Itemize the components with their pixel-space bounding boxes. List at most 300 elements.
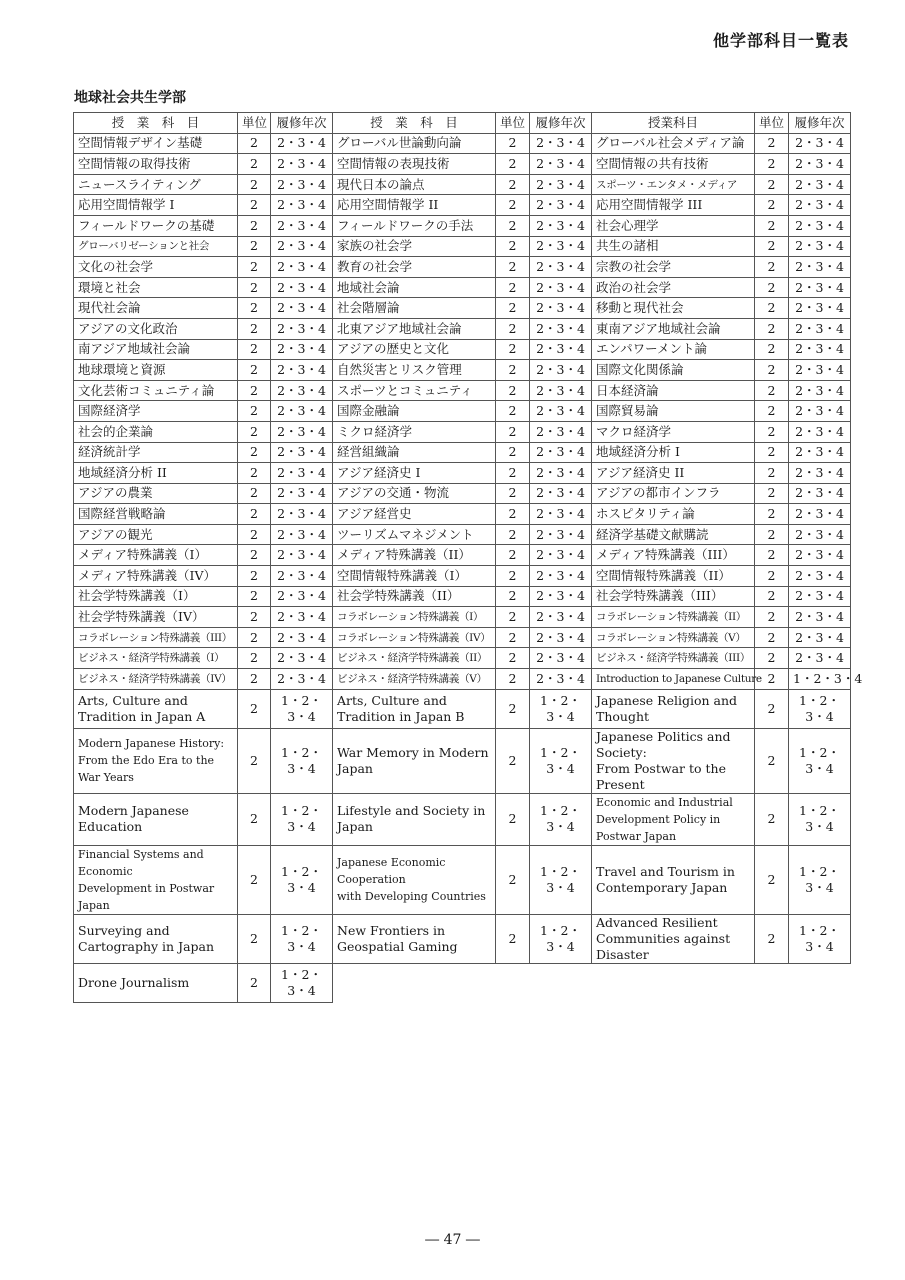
year-level-cell: 2・3・4 <box>789 504 851 525</box>
year-level-cell: 2・3・4 <box>271 133 333 154</box>
credit-units-cell: 2 <box>755 524 789 545</box>
course-name-cell: コラボレーション特殊講義（II） <box>592 607 755 628</box>
table-row <box>74 380 851 401</box>
year-level-cell: 2・3・4 <box>530 669 592 690</box>
column-header: 単位 <box>496 113 530 134</box>
course-name-cell: Modern Japanese History: From the Edo Era to the War Years <box>74 728 238 793</box>
course-name-cell: 空間情報特殊講義（I） <box>333 566 496 587</box>
course-name-cell: Financial Systems and Economic Development in Postwar Japan <box>74 845 238 914</box>
year-level-cell: 2・3・4 <box>530 318 592 339</box>
year-level-cell: 2・3・4 <box>530 648 592 669</box>
empty-cell <box>530 963 592 1002</box>
course-name-cell: 空間情報デザイン基礎 <box>74 133 238 154</box>
year-level-cell: 2・3・4 <box>530 463 592 484</box>
year-level-cell: 2・3・4 <box>789 380 851 401</box>
course-name-cell: フィールドワークの手法 <box>333 215 496 236</box>
course-name-cell: メディア特殊講義（IV） <box>74 566 238 587</box>
year-level-cell: 2・3・4 <box>530 380 592 401</box>
credit-units-cell: 2 <box>238 463 271 484</box>
year-level-cell: 2・3・4 <box>789 545 851 566</box>
course-name-cell: グローバル世論動向論 <box>333 133 496 154</box>
course-name-cell: 社会学特殊講義（II） <box>333 586 496 607</box>
course-name-cell: アジアの観光 <box>74 524 238 545</box>
credit-units-cell: 2 <box>496 728 530 793</box>
course-name-cell: 現代社会論 <box>74 298 238 319</box>
year-level-cell: 2・3・4 <box>530 360 592 381</box>
year-level-cell: 2・3・4 <box>271 360 333 381</box>
column-header: 単位 <box>238 113 271 134</box>
course-name-cell: メディア特殊講義（I） <box>74 545 238 566</box>
course-name-cell: 経営組織論 <box>333 442 496 463</box>
empty-cell <box>496 963 530 1002</box>
credit-units-cell: 2 <box>755 689 789 728</box>
course-name-cell: マクロ経済学 <box>592 421 755 442</box>
course-name-cell: 移動と現代社会 <box>592 298 755 319</box>
credit-units-cell: 2 <box>755 669 789 690</box>
course-name-cell: アジア経営史 <box>333 504 496 525</box>
course-name-cell: Japanese Politics and Society: From Postwar to the Present <box>592 728 755 793</box>
credit-units-cell: 2 <box>755 914 789 963</box>
year-level-cell: 2・3・4 <box>530 627 592 648</box>
year-level-cell: 1・2・3・4 <box>271 845 333 914</box>
credit-units-cell: 2 <box>496 380 530 401</box>
table-row <box>74 963 851 1002</box>
year-level-cell: 2・3・4 <box>271 627 333 648</box>
course-name-cell: アジアの農業 <box>74 483 238 504</box>
year-level-cell: 1・2・3・4 <box>789 793 851 845</box>
course-name-cell: Surveying and Cartography in Japan <box>74 914 238 963</box>
credit-units-cell: 2 <box>755 133 789 154</box>
year-level-cell: 1・2・3・4 <box>271 728 333 793</box>
credit-units-cell: 2 <box>755 236 789 257</box>
course-name-cell: 北東アジア地域社会論 <box>333 318 496 339</box>
year-level-cell: 2・3・4 <box>789 318 851 339</box>
table-row <box>74 914 851 963</box>
course-name-cell: 地球環境と資源 <box>74 360 238 381</box>
course-name-cell: Drone Journalism <box>74 963 238 1002</box>
course-name-cell: アジアの文化政治 <box>74 318 238 339</box>
year-level-cell: 2・3・4 <box>271 524 333 545</box>
credit-units-cell: 2 <box>496 586 530 607</box>
table-row <box>74 648 851 669</box>
year-level-cell: 2・3・4 <box>530 257 592 278</box>
credit-units-cell: 2 <box>755 421 789 442</box>
course-name-cell: ツーリズムマネジメント <box>333 524 496 545</box>
year-level-cell: 2・3・4 <box>530 298 592 319</box>
credit-units-cell: 2 <box>238 504 271 525</box>
year-level-cell: 2・3・4 <box>789 133 851 154</box>
empty-cell <box>789 963 851 1002</box>
year-level-cell: 2・3・4 <box>271 648 333 669</box>
column-header: 履修年次 <box>271 113 333 134</box>
credit-units-cell: 2 <box>755 627 789 648</box>
credit-units-cell: 2 <box>496 689 530 728</box>
credit-units-cell: 2 <box>496 215 530 236</box>
year-level-cell: 1・2・3・4 <box>530 845 592 914</box>
course-name-cell: 社会的企業論 <box>74 421 238 442</box>
course-name-cell: ホスピタリティ論 <box>592 504 755 525</box>
credit-units-cell: 2 <box>238 914 271 963</box>
table-row <box>74 793 851 845</box>
year-level-cell: 2・3・4 <box>271 236 333 257</box>
column-header: 授業科目 <box>592 113 755 134</box>
year-level-cell: 2・3・4 <box>530 195 592 216</box>
course-name-cell: グローバリゼーションと社会 <box>74 236 238 257</box>
course-name-cell: 宗教の社会学 <box>592 257 755 278</box>
year-level-cell: 1・2・3・4 <box>789 845 851 914</box>
course-name-cell: 文化の社会学 <box>74 257 238 278</box>
course-name-cell: 国際貿易論 <box>592 401 755 422</box>
credit-units-cell: 2 <box>238 298 271 319</box>
credit-units-cell: 2 <box>496 318 530 339</box>
credit-units-cell: 2 <box>238 401 271 422</box>
course-name-cell: アジアの都市インフラ <box>592 483 755 504</box>
year-level-cell: 2・3・4 <box>271 586 333 607</box>
credit-units-cell: 2 <box>755 401 789 422</box>
year-level-cell: 2・3・4 <box>530 524 592 545</box>
credit-units-cell: 2 <box>496 545 530 566</box>
year-level-cell: 2・3・4 <box>789 298 851 319</box>
table-row <box>74 845 851 914</box>
course-name-cell: 地域経済分析 II <box>74 463 238 484</box>
year-level-cell: 1・2・3・4 <box>789 689 851 728</box>
year-level-cell: 2・3・4 <box>271 174 333 195</box>
empty-cell <box>755 963 789 1002</box>
year-level-cell: 2・3・4 <box>789 174 851 195</box>
credit-units-cell: 2 <box>755 845 789 914</box>
credit-units-cell: 2 <box>755 257 789 278</box>
credit-units-cell: 2 <box>496 566 530 587</box>
credit-units-cell: 2 <box>496 845 530 914</box>
course-name-cell: New Frontiers in Geospatial Gaming <box>333 914 496 963</box>
course-name-cell: 応用空間情報学 II <box>333 195 496 216</box>
credit-units-cell: 2 <box>238 360 271 381</box>
faculty-heading: 地球社会共生学部 <box>74 90 186 106</box>
credit-units-cell: 2 <box>496 483 530 504</box>
year-level-cell: 2・3・4 <box>271 463 333 484</box>
year-level-cell: 2・3・4 <box>789 607 851 628</box>
credit-units-cell: 2 <box>238 236 271 257</box>
course-name-cell: ビジネス・経済学特殊講義（II） <box>333 648 496 669</box>
year-level-cell: 2・3・4 <box>530 607 592 628</box>
year-level-cell: 2・3・4 <box>789 277 851 298</box>
table-row <box>74 277 851 298</box>
course-name-cell: Arts, Culture and Tradition in Japan A <box>74 689 238 728</box>
credit-units-cell: 2 <box>755 607 789 628</box>
year-level-cell: 1・2・3・4 <box>530 793 592 845</box>
course-name-cell: 空間情報の表現技術 <box>333 154 496 175</box>
table-row <box>74 689 851 728</box>
credit-units-cell: 2 <box>496 793 530 845</box>
year-level-cell: 2・3・4 <box>271 401 333 422</box>
table-row <box>74 545 851 566</box>
course-name-cell: 家族の社会学 <box>333 236 496 257</box>
course-name-cell: 国際文化関係論 <box>592 360 755 381</box>
year-level-cell: 2・3・4 <box>271 483 333 504</box>
credit-units-cell: 2 <box>755 463 789 484</box>
credit-units-cell: 2 <box>755 154 789 175</box>
credit-units-cell: 2 <box>496 339 530 360</box>
course-name-cell: ビジネス・経済学特殊講義（V） <box>333 669 496 690</box>
course-name-cell: 共生の諸相 <box>592 236 755 257</box>
year-level-cell: 2・3・4 <box>271 545 333 566</box>
year-level-cell: 2・3・4 <box>789 421 851 442</box>
year-level-cell: 2・3・4 <box>530 154 592 175</box>
credit-units-cell: 2 <box>755 360 789 381</box>
credit-units-cell: 2 <box>496 174 530 195</box>
credit-units-cell: 2 <box>755 545 789 566</box>
course-name-cell: 環境と社会 <box>74 277 238 298</box>
credit-units-cell: 2 <box>755 504 789 525</box>
year-level-cell: 2・3・4 <box>789 215 851 236</box>
course-name-cell: 経済統計学 <box>74 442 238 463</box>
table-row <box>74 483 851 504</box>
year-level-cell: 2・3・4 <box>530 277 592 298</box>
year-level-cell: 2・3・4 <box>789 586 851 607</box>
credit-units-cell: 2 <box>755 793 789 845</box>
year-level-cell: 2・3・4 <box>530 133 592 154</box>
year-level-cell: 2・3・4 <box>271 669 333 690</box>
course-name-cell: ビジネス・経済学特殊講義（IV） <box>74 669 238 690</box>
year-level-cell: 2・3・4 <box>789 648 851 669</box>
course-name-cell: 東南アジア地域社会論 <box>592 318 755 339</box>
course-name-cell: 現代日本の論点 <box>333 174 496 195</box>
course-name-cell: 社会心理学 <box>592 215 755 236</box>
year-level-cell: 2・3・4 <box>530 545 592 566</box>
credit-units-cell: 2 <box>496 195 530 216</box>
credit-units-cell: 2 <box>496 524 530 545</box>
credit-units-cell: 2 <box>496 277 530 298</box>
credit-units-cell: 2 <box>496 298 530 319</box>
table-row <box>74 607 851 628</box>
credit-units-cell: 2 <box>238 793 271 845</box>
course-name-cell: 日本経済論 <box>592 380 755 401</box>
course-name-cell: 空間情報の取得技術 <box>74 154 238 175</box>
course-name-cell: 文化芸術コミュニティ論 <box>74 380 238 401</box>
year-level-cell: 2・3・4 <box>530 566 592 587</box>
credit-units-cell: 2 <box>755 298 789 319</box>
credit-units-cell: 2 <box>755 215 789 236</box>
table-row <box>74 566 851 587</box>
year-level-cell: 2・3・4 <box>530 401 592 422</box>
year-level-cell: 1・2・3・4 <box>789 728 851 793</box>
year-level-cell: 2・3・4 <box>530 442 592 463</box>
table-row <box>74 360 851 381</box>
year-level-cell: 1・2・3・4 <box>271 689 333 728</box>
course-name-cell: アジア経済史 I <box>333 463 496 484</box>
credit-units-cell: 2 <box>238 689 271 728</box>
year-level-cell: 2・3・4 <box>530 483 592 504</box>
course-name-cell: 自然災害とリスク管理 <box>333 360 496 381</box>
table-row <box>74 627 851 648</box>
credit-units-cell: 2 <box>238 195 271 216</box>
credit-units-cell: 2 <box>238 586 271 607</box>
table-row <box>74 174 851 195</box>
course-table <box>73 112 863 1003</box>
year-level-cell: 1・2・3・4 <box>530 914 592 963</box>
course-name-cell: コラボレーション特殊講義（I） <box>333 607 496 628</box>
year-level-cell: 2・3・4 <box>530 504 592 525</box>
course-name-cell: グローバル社会メディア論 <box>592 133 755 154</box>
year-level-cell: 2・3・4 <box>271 298 333 319</box>
year-level-cell: 2・3・4 <box>789 236 851 257</box>
credit-units-cell: 2 <box>496 421 530 442</box>
credit-units-cell: 2 <box>755 277 789 298</box>
year-level-cell: 2・3・4 <box>271 215 333 236</box>
course-name-cell: 社会学特殊講義（I） <box>74 586 238 607</box>
year-level-cell: 2・3・4 <box>789 154 851 175</box>
year-level-cell: 1・2・3・4 <box>530 689 592 728</box>
credit-units-cell: 2 <box>238 607 271 628</box>
credit-units-cell: 2 <box>238 627 271 648</box>
year-level-cell: 2・3・4 <box>530 339 592 360</box>
year-level-cell: 2・3・4 <box>789 257 851 278</box>
credit-units-cell: 2 <box>755 586 789 607</box>
year-level-cell: 2・3・4 <box>271 195 333 216</box>
course-name-cell: 空間情報特殊講義（II） <box>592 566 755 587</box>
year-level-cell: 1・2・3・4 <box>530 728 592 793</box>
course-name-cell: Travel and Tourism in Contemporary Japan <box>592 845 755 914</box>
course-name-cell: コラボレーション特殊講義（III） <box>74 627 238 648</box>
course-name-cell: メディア特殊講義（II） <box>333 545 496 566</box>
year-level-cell: 2・3・4 <box>530 236 592 257</box>
course-name-cell: Japanese Religion and Thought <box>592 689 755 728</box>
course-name-cell: Lifestyle and Society in Japan <box>333 793 496 845</box>
table-row <box>74 215 851 236</box>
course-name-cell: コラボレーション特殊講義（IV） <box>333 627 496 648</box>
table-row <box>74 728 851 793</box>
year-level-cell: 1・2・3・4 <box>789 914 851 963</box>
table-row <box>74 463 851 484</box>
credit-units-cell: 2 <box>496 401 530 422</box>
year-level-cell: 2・3・4 <box>789 524 851 545</box>
credit-units-cell: 2 <box>238 277 271 298</box>
course-name-cell: 南アジア地域社会論 <box>74 339 238 360</box>
year-level-cell: 1・2・3・4 <box>271 963 333 1002</box>
credit-units-cell: 2 <box>755 380 789 401</box>
table-row <box>74 236 851 257</box>
year-level-cell: 2・3・4 <box>271 442 333 463</box>
course-name-cell: 社会学特殊講義（III） <box>592 586 755 607</box>
table-row <box>74 421 851 442</box>
year-level-cell: 2・3・4 <box>530 586 592 607</box>
table-row <box>74 298 851 319</box>
column-header: 授 業 科 目 <box>74 113 238 134</box>
course-name-cell: Modern Japanese Education <box>74 793 238 845</box>
credit-units-cell: 2 <box>496 607 530 628</box>
course-name-cell: Japanese Economic Cooperation with Developing Countries <box>333 845 496 914</box>
credit-units-cell: 2 <box>755 648 789 669</box>
course-name-cell: 国際経済学 <box>74 401 238 422</box>
course-name-cell: 政治の社会学 <box>592 277 755 298</box>
credit-units-cell: 2 <box>238 339 271 360</box>
course-name-cell: アジアの歴史と文化 <box>333 339 496 360</box>
course-name-cell: ビジネス・経済学特殊講義（I） <box>74 648 238 669</box>
year-level-cell: 2・3・4 <box>271 504 333 525</box>
course-name-cell: フィールドワークの基礎 <box>74 215 238 236</box>
credit-units-cell: 2 <box>238 442 271 463</box>
year-level-cell: 1・2・3・4 <box>271 793 333 845</box>
table-row <box>74 133 851 154</box>
year-level-cell: 2・3・4 <box>271 566 333 587</box>
course-name-cell: メディア特殊講義（III） <box>592 545 755 566</box>
credit-units-cell: 2 <box>238 524 271 545</box>
year-level-cell: 2・3・4 <box>789 483 851 504</box>
empty-cell <box>592 963 755 1002</box>
year-level-cell: 2・3・4 <box>271 318 333 339</box>
course-name-cell: ビジネス・経済学特殊講義（III） <box>592 648 755 669</box>
year-level-cell: 2・3・4 <box>271 380 333 401</box>
credit-units-cell: 2 <box>238 669 271 690</box>
table-row <box>74 442 851 463</box>
course-name-cell: Advanced Resilient Communities against Disaster <box>592 914 755 963</box>
table-header-row <box>74 113 851 134</box>
credit-units-cell: 2 <box>496 442 530 463</box>
year-level-cell: 2・3・4 <box>271 421 333 442</box>
course-name-cell: Economic and Industrial Development Policy in Postwar Japan <box>592 793 755 845</box>
credit-units-cell: 2 <box>755 195 789 216</box>
credit-units-cell: 2 <box>755 318 789 339</box>
credit-units-cell: 2 <box>238 845 271 914</box>
course-name-cell: 国際金融論 <box>333 401 496 422</box>
empty-cell <box>333 963 496 1002</box>
year-level-cell: 2・3・4 <box>271 607 333 628</box>
course-name-cell: 地域経済分析 I <box>592 442 755 463</box>
year-level-cell: 2・3・4 <box>789 627 851 648</box>
year-level-cell: 2・3・4 <box>271 277 333 298</box>
credit-units-cell: 2 <box>238 257 271 278</box>
course-name-cell: 地域社会論 <box>333 277 496 298</box>
credit-units-cell: 2 <box>496 236 530 257</box>
credit-units-cell: 2 <box>496 627 530 648</box>
credit-units-cell: 2 <box>496 360 530 381</box>
course-name-cell: エンパワーメント論 <box>592 339 755 360</box>
credit-units-cell: 2 <box>238 545 271 566</box>
year-level-cell: 2・3・4 <box>271 257 333 278</box>
table-row <box>74 195 851 216</box>
course-name-cell: 社会学特殊講義（IV） <box>74 607 238 628</box>
table-row <box>74 524 851 545</box>
credit-units-cell: 2 <box>496 463 530 484</box>
course-name-cell: War Memory in Modern Japan <box>333 728 496 793</box>
credit-units-cell: 2 <box>238 648 271 669</box>
credit-units-cell: 2 <box>496 133 530 154</box>
year-level-cell: 2・3・4 <box>530 174 592 195</box>
table-row <box>74 339 851 360</box>
credit-units-cell: 2 <box>755 483 789 504</box>
credit-units-cell: 2 <box>755 174 789 195</box>
credit-units-cell: 2 <box>755 442 789 463</box>
year-level-cell: 2・3・4 <box>789 566 851 587</box>
credit-units-cell: 2 <box>496 504 530 525</box>
column-header: 履修年次 <box>530 113 592 134</box>
year-level-cell: 2・3・4 <box>789 442 851 463</box>
course-name-cell: ミクロ経済学 <box>333 421 496 442</box>
credit-units-cell: 2 <box>238 174 271 195</box>
credit-units-cell: 2 <box>238 421 271 442</box>
page-title: 他学部科目一覧表 <box>712 31 849 50</box>
course-name-cell: 国際経営戦略論 <box>74 504 238 525</box>
column-header: 履修年次 <box>789 113 851 134</box>
credit-units-cell: 2 <box>238 133 271 154</box>
credit-units-cell: 2 <box>238 380 271 401</box>
table-row <box>74 257 851 278</box>
column-header: 授 業 科 目 <box>333 113 496 134</box>
table-row <box>74 504 851 525</box>
table-row <box>74 318 851 339</box>
year-level-cell: 2・3・4 <box>789 401 851 422</box>
year-level-cell: 2・3・4 <box>530 421 592 442</box>
